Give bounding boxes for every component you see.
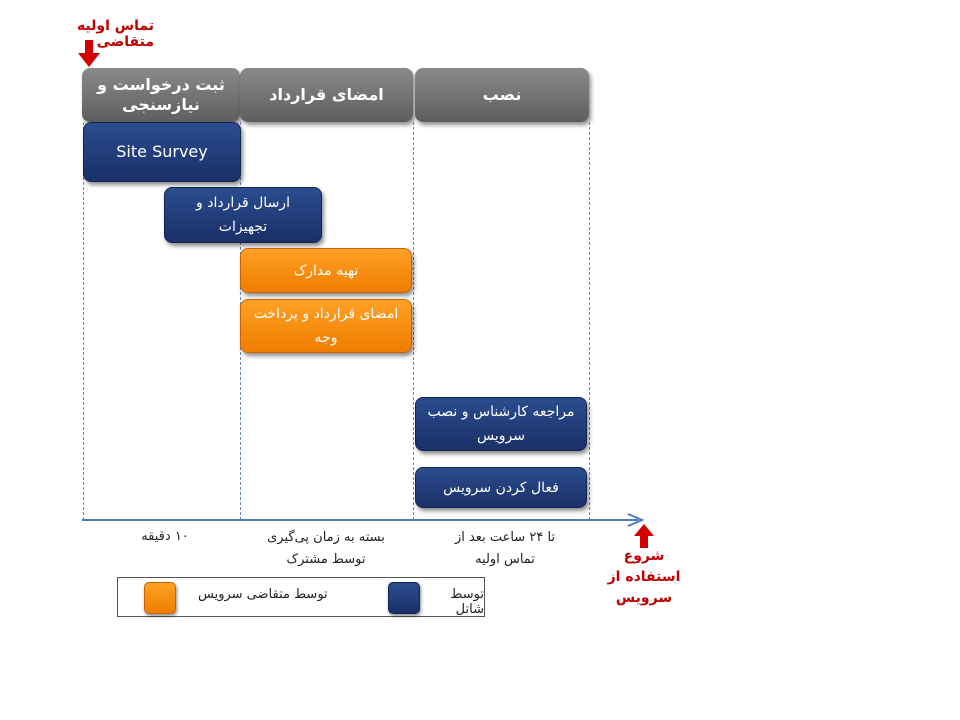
phase-request: ثبت درخواست و نیازسنجی (82, 68, 240, 122)
task-sign-and-pay: امضای قرارداد و پرداخت وجه (240, 299, 412, 353)
legend-label-orange: توسط متقاضی سرویس (198, 587, 328, 602)
top-marker-label: تماس اولیه متقاضی (76, 18, 154, 50)
separator-line (589, 122, 590, 520)
phase-contract: امضای قرارداد (240, 68, 413, 122)
legend (117, 577, 485, 617)
task-send-contract: ارسال قرارداد و تجهیزات (164, 187, 322, 243)
task-prepare-documents: تهیه مدارک (240, 248, 412, 293)
phase-install: نصب (415, 68, 589, 122)
up-arrow-icon (634, 524, 654, 548)
task-technician-install: مراجعه کارشناس و نصب سرویس (415, 397, 587, 451)
duration-install: تا ۲۴ ساعت بعد از تماس اولیه (454, 530, 556, 567)
duration-request: ۱۰ دقیقه (141, 529, 189, 544)
task-site-survey: Site Survey (83, 122, 241, 182)
down-arrow-icon (78, 40, 100, 68)
duration-contract: بسته به زمان پی‌گیری توسط مشترک (267, 530, 385, 567)
legend-label-blue: توسط شاتل (450, 587, 484, 617)
legend-swatch-blue (388, 582, 420, 614)
task-activate-service: فعال کردن سرویس (415, 467, 587, 508)
separator-line (413, 122, 414, 520)
legend-swatch-orange (144, 582, 176, 614)
end-marker-label: شروع استفاده از سرویس (607, 548, 681, 606)
separator-line (83, 122, 84, 520)
